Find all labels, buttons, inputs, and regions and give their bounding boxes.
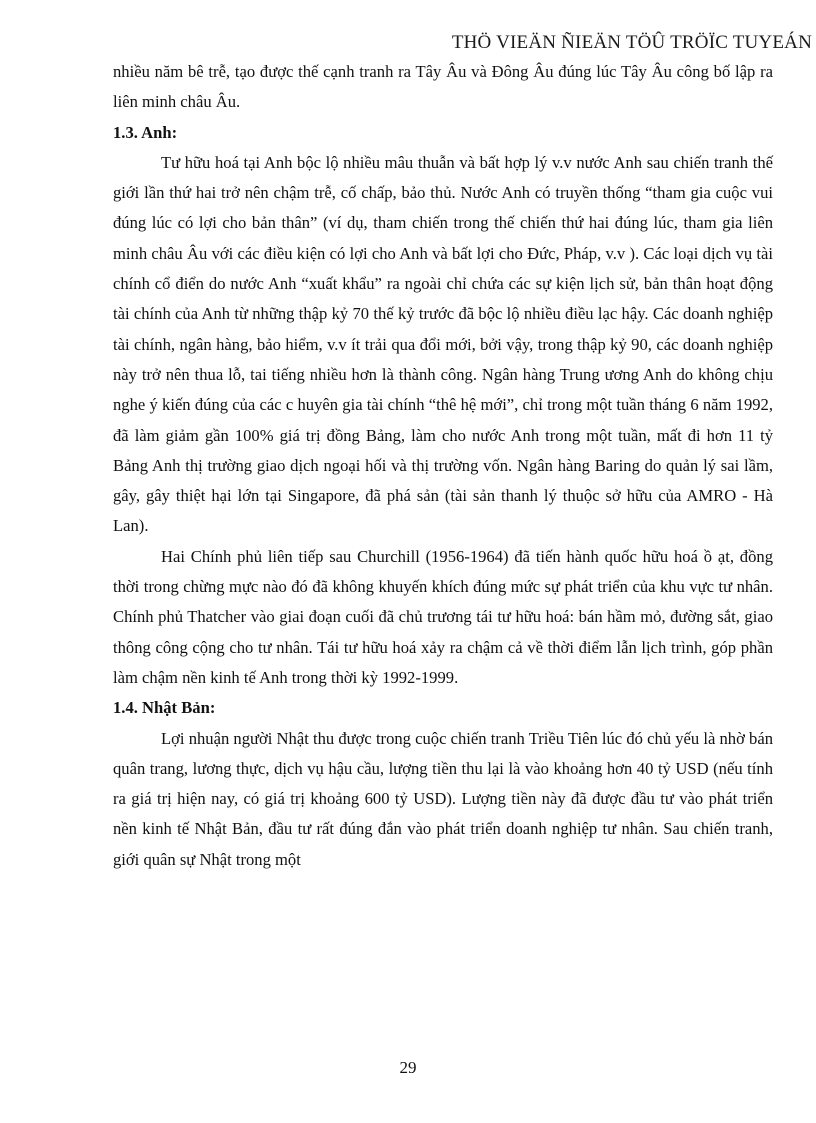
section-heading-nhat-ban: 1.4. Nhật Bản: xyxy=(113,698,216,718)
paragraph-nhat-ban: Lợi nhuận người Nhật thu được trong cuộc chiến tranh Triều Tiên lúc đó chủ yếu là nhờ bán quân trang, lương thực, dịch vụ hậu cầu, lượng tiền thu lại là vào khoảng hơn 40 tỷ USD (nếu tính ra giá trị hiện nay, có giá trị khoảng 600 tỷ USD). Lượng tiền này đã được đầu tư vào phát triển nền kinh tế Nhật Bản, đầu tư rất đúng đắn vào phát triển doanh nghiệp tư nhân. Sau chiến tranh, giới quân sự Nhật trong một xyxy=(113,728,773,869)
header-watermark: THÖ VIEÄN ÑIEÄN TÖÛ TRÖÏC TUYEÁN xyxy=(451,32,812,53)
document-body xyxy=(113,57,773,875)
paragraph-anh-privatization: Tư hữu hoá tại Anh bộc lộ nhiều mâu thuẫn và bất hợp lý v.v nước Anh sau chiến tranh thế giới lần thứ hai trở nên chậm trễ, cố chấp, bảo thủ. Nước Anh có truyền thống “tham gia cuộc vui đúng lúc có lợi cho bản thân” (ví dụ, tham chiến trong thế chiến thứ hai đúng lúc, tham gia liên minh châu Âu với các điều kiện có lợi cho Anh và bất lợi cho Đức, Pháp, v.v ). Các loại dịch vụ tài chính cổ điển do nước Anh “xuất khẩu” ra ngoài chỉ chứa các sự kiện lịch sử, bản thân hoạt động tài chính của Anh từ những thập kỷ 70 thế kỷ trước đã bộc lộ nhiều điều lạc hậy. Các doanh nghiệp tài chính, ngân hàng, bảo hiểm, v.v ít trải qua đổi mới, bởi vậy, trong thập kỷ 90, các doanh nghiệp này trở nên thua lỗ, tai tiếng nhiều hơn là thành công. Ngân hàng Trung ương Anh do không chịu nghe ý kiến đúng của các c huyên gia tài chính “thê hệ mới”, chỉ trong một tuần tháng 6 năm 1992, đã làm giảm gần 100% giá trị đồng Bảng, làm cho nước Anh trong một tuần, mất đi hơn 11 tỷ Bảng Anh thị trường giao dịch ngoại hối và thị trường vốn. Ngân hàng Baring do quản lý sai lầm, gây, gây thiệt hại lớn tại Singapore, đã phá sản (tài sản thanh lý thuộc sở hữu của AMRO - Hà Lan). xyxy=(113,152,773,536)
paragraph-anh-governments: Hai Chính phủ liên tiếp sau Churchill (1956-1964) đã tiến hành quốc hữu hoá ồ ạt, đồng thời trong chừng mực nào đó đã không khuyến khích đúng mức sự phát triển của khu vực tư nhân. Chính phủ Thatcher vào giai đoạn cuối đã chủ trương tái tư hữu hoá: bán hầm mỏ, đường sắt, giao thông công cộng cho tư nhân. Tái tư hữu hoá xảy ra chậm cả về thời điểm lẫn lịch trình, góp phần làm chậm nền kinh tế Anh trong thời kỳ 1992-1999. xyxy=(113,546,773,687)
paragraph-continuation: nhiều năm bê trễ, tạo được thế cạnh tranh ra Tây Âu và Đông Âu đúng lúc Tây Âu công bố lập ra liên minh châu Âu. xyxy=(113,62,773,112)
section-heading-anh: 1.3. Anh: xyxy=(113,122,178,142)
page-number: 29 xyxy=(399,1058,417,1077)
